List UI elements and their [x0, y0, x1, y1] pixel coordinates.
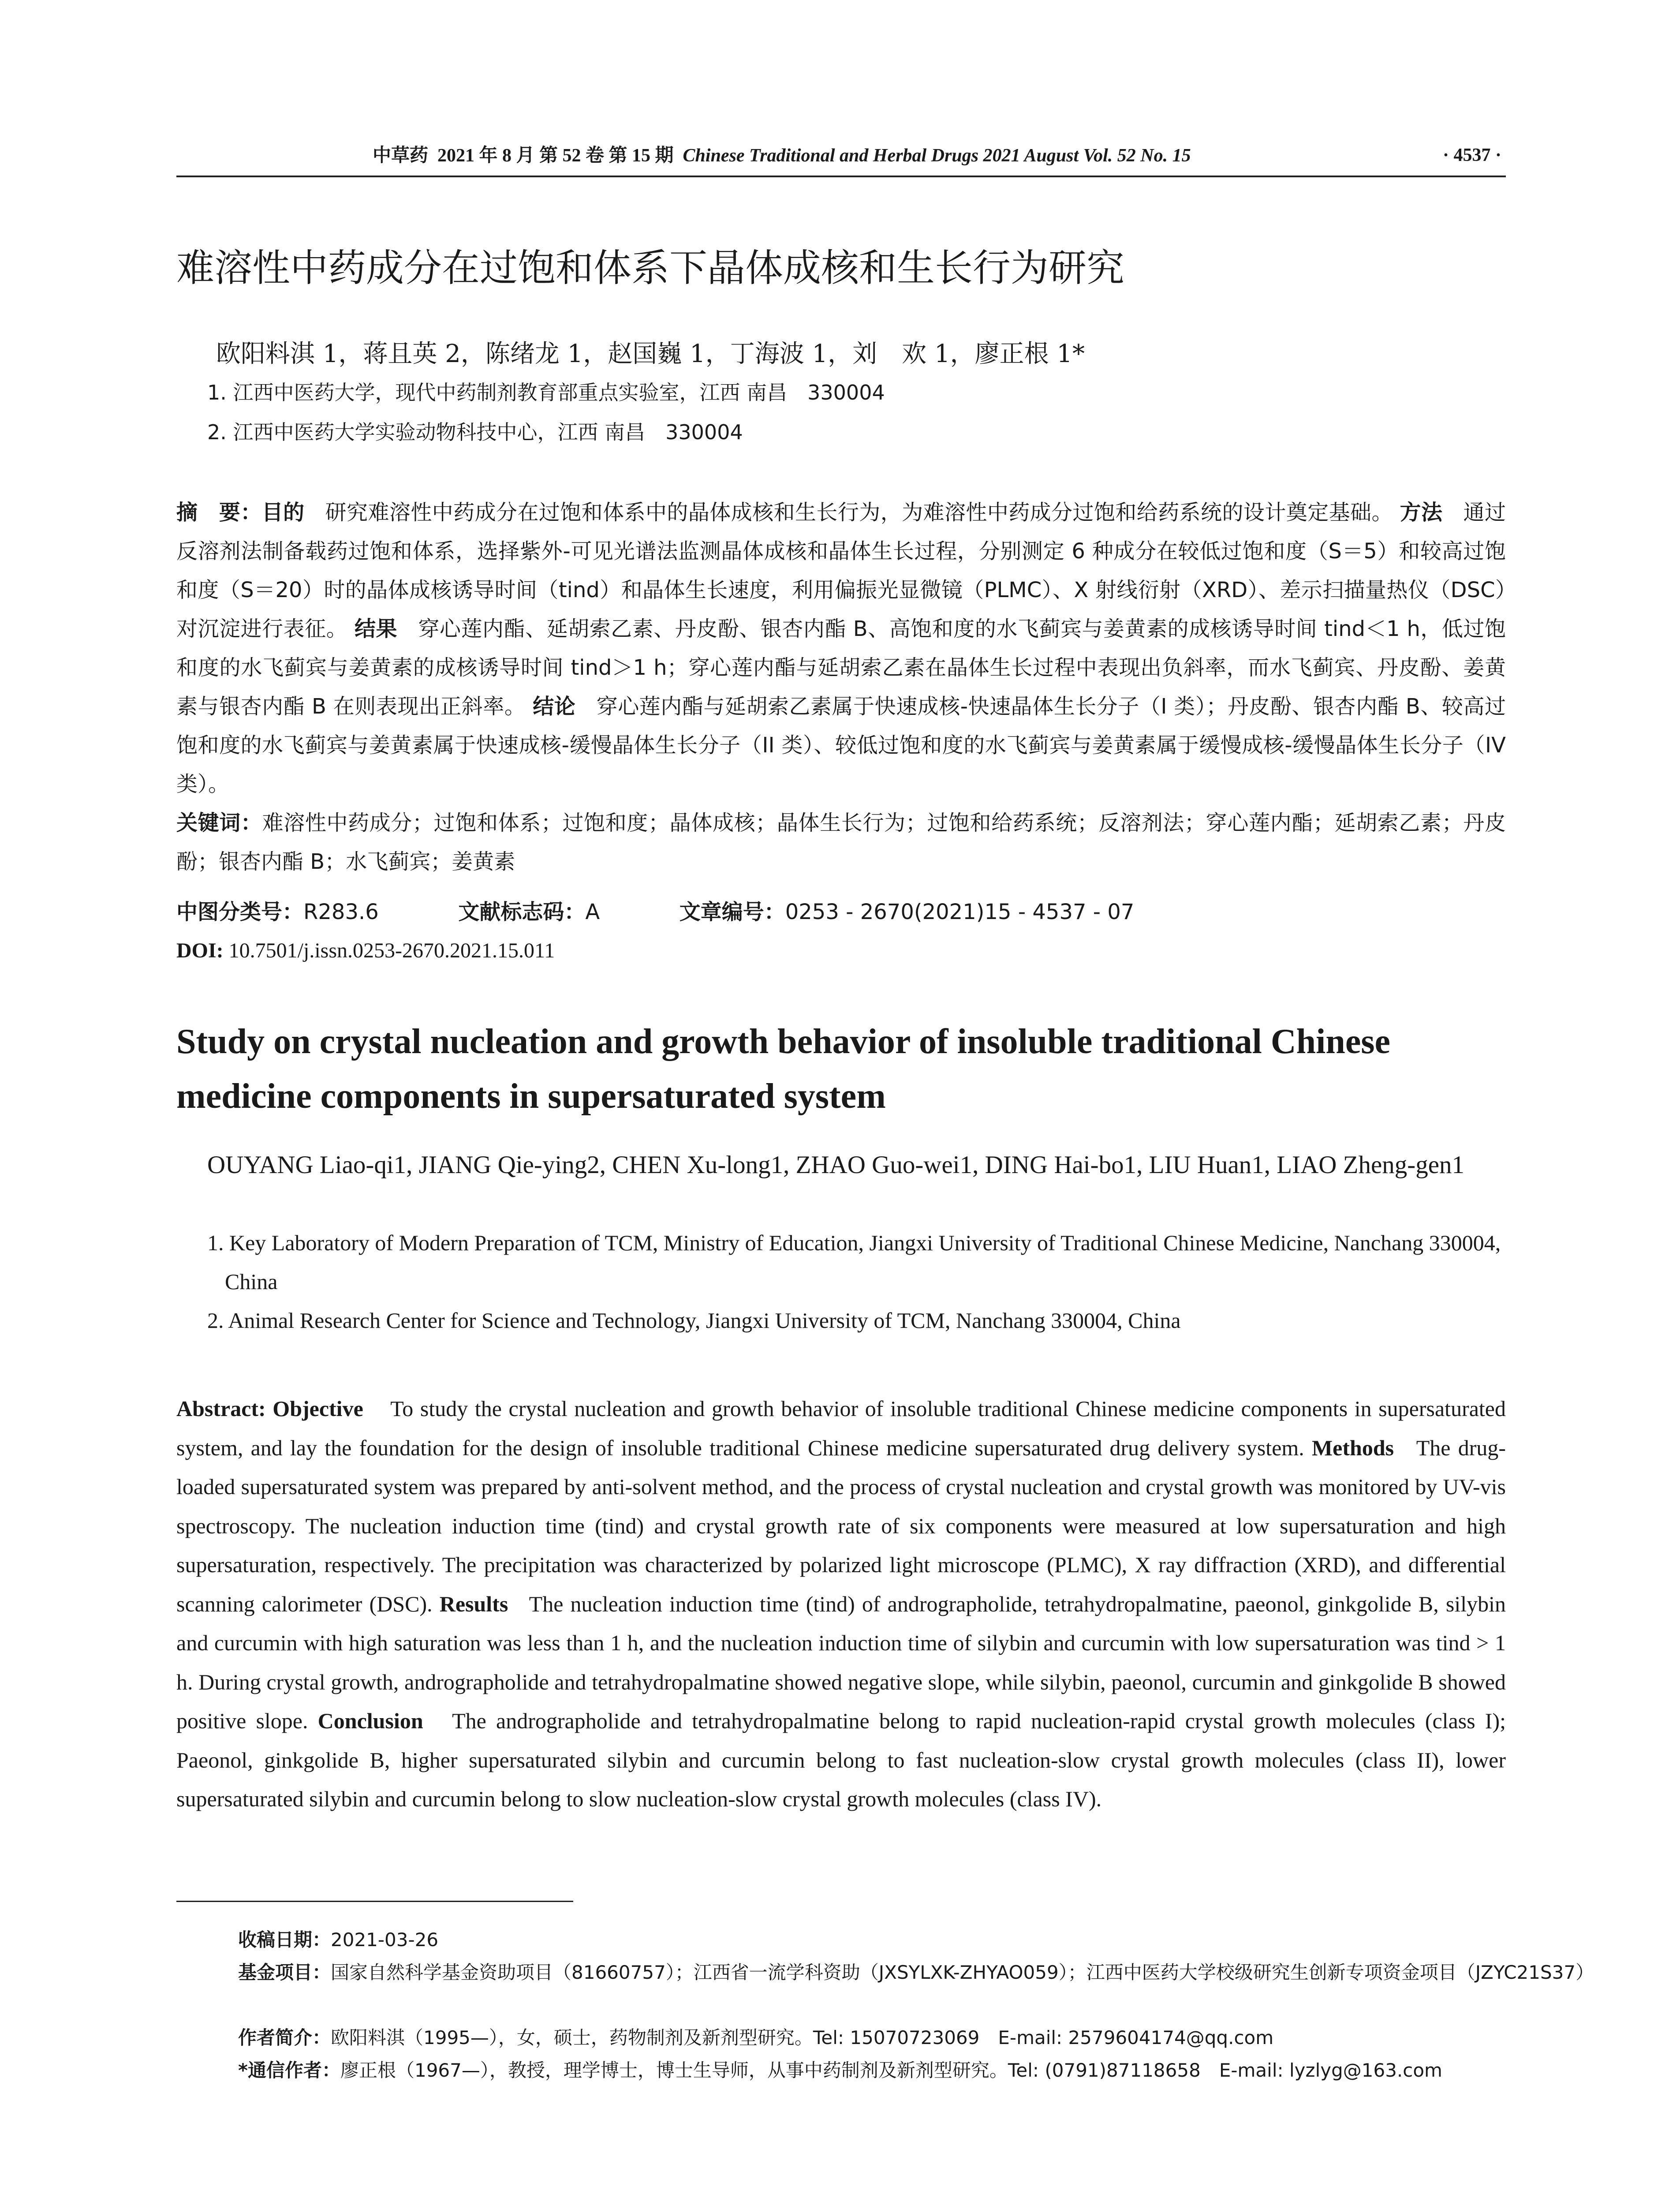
chinese-authors: 欧阳料淇 1，蒋且英 2，陈绪龙 1，赵国巍 1，丁海波 1，刘 欢 1，廖正根 1* — [216, 340, 1085, 368]
en-methods-label: Methods — [1311, 1435, 1394, 1460]
corr-text: 廖正根（1967—），教授，理学博士，博士生导师，从事中药制剂及新剂型研究。Tel: (0791)87118658 E-mail: lyzlyg@163.com — [340, 2059, 1442, 2081]
author-label: 作者简介： — [238, 2027, 331, 2048]
abstract-label: 摘 要： — [176, 500, 262, 525]
en-objective-text: To study the crystal nucleation and growth behavior of insoluble traditional Chinese medicine components in supersaturated system, and lay the foundation for the design of insoluble traditional Chinese medicine supersaturated drug delivery system. — [176, 1396, 1506, 1460]
results-label: 结果 — [355, 617, 398, 641]
received-date: 2021-03-26 — [331, 1929, 439, 1951]
english-title: Study on crystal nucleation and growth behavior of insoluble traditional Chinese medicine components in supersaturated system — [176, 1022, 1390, 1116]
conclusion-label: 结论 — [533, 694, 576, 719]
objective-label: 目的 — [261, 500, 305, 525]
methods-label: 方法 — [1400, 500, 1443, 525]
article-no-value: 0253 - 2670(2021)15 - 4537 - 07 — [785, 900, 1135, 924]
chinese-affiliation-1: 1. 江西中医药大学，现代中药制剂教育部重点实验室，江西 南昌 330004 — [207, 381, 885, 404]
doi-value: 10.7501/j.issn.0253-2670.2021.15.011 — [228, 939, 555, 962]
page-number: · 4537 · — [1442, 145, 1501, 165]
fund-label: 基金项目： — [238, 1962, 331, 1983]
issue-info-cn: 2021 年 8 月 第 52 卷 第 15 期 — [437, 146, 674, 166]
methods-text: 通过反溶剂法制备载药过饱和体系，选择紫外-可见光谱法监测晶体成核和晶体生长过程，分别测定 6 种成分在较低过饱和度（S＝5）和较高过饱和度（S＝20）时的晶体成核诱导时间（tind）和晶体生长速度，利用偏振光显微镜（PLMC）、X 射线衍射（XRD）、差示扫描量热仪（DSC）对沉淀进行表征。 — [176, 500, 1506, 641]
en-results-label: Results — [439, 1591, 508, 1616]
footnote-received — [238, 1924, 1506, 1956]
doc-code-value: A — [585, 900, 600, 924]
objective-text: 研究难溶性中药成分在过饱和体系中的晶体成核和生长行为，为难溶性中药成分过饱和给药系统的设计奠定基础。 — [325, 500, 1393, 525]
header-rule — [176, 176, 1506, 177]
chinese-title: 难溶性中药成分在过饱和体系下晶体成核和生长行为研究 — [176, 246, 1124, 290]
results-text: 穿心莲内酯、延胡索乙素、丹皮酚、银杏内酯 B、高饱和度的水飞蓟宾与姜黄素的成核诱导时间 tind＜1 h，低过饱和度的水飞蓟宾与姜黄素的成核诱导时间 tind＞1 h；穿心莲内酯与延胡索乙素在晶体生长过程中表现出负斜率，而水飞蓟宾、丹皮酚、姜黄素与银杏内酯 B 在则表现出正斜率。 — [176, 617, 1506, 719]
doc-code-label: 文献标志码： — [458, 900, 586, 924]
author-text: 欧阳料淇（1995—），女，硕士，药物制剂及新剂型研究。Tel: 15070723069 E-mail: 2579604174@qq.com — [331, 2027, 1274, 2048]
received-label: 收稿日期： — [238, 1929, 331, 1951]
footnote-rule — [176, 1901, 573, 1902]
en-conclusion-text: The andrographolide and tetrahydropalmatine belong to rapid nucleation-rapid crystal growth molecules (class I); Paeonol, ginkgolide B, higher supersaturated silybin and curcumin belong to fast nucleation-slow crystal growth molecules (class II), lower supersaturated silybin and curcumin belong to slow nucleation-slow crystal growth molecules (class IV). — [176, 1708, 1506, 1811]
issue-info-en: Chinese Traditional and Herbal Drugs 2021 August Vol. 52 No. 15 — [683, 146, 1191, 166]
en-conclusion-label: Conclusion — [317, 1708, 423, 1733]
conclusion-text: 穿心莲内酯与延胡索乙素属于快速成核-快速晶体生长分子（I 类）；丹皮酚、银杏内酯 B、较高过饱和度的水飞蓟宾与姜黄素属于快速成核-缓慢晶体生长分子（II 类）、较低过饱和度的水飞蓟宾与姜黄素属于缓慢成核-缓慢晶体生长分子（IV 类）。 — [176, 694, 1506, 796]
fund-text: 国家自然科学基金资助项目（81660757）；江西省一流学科资助（JXSYLXK-ZHYAO059）；江西中医药大学校级研究生创新专项资金项目（JZYC21S37） — [331, 1962, 1594, 1983]
doi-label: DOI: — [176, 939, 224, 962]
footnote-fund — [238, 1956, 1607, 1989]
en-results-text: The nucleation induction time (tind) of andrographolide, tetrahydropalmatine, paeonol, ginkgolide B, silybin and curcumin with high saturation was less than 1 h, and the nucleation induction time of silybin and curcumin with low supersaturation was tind > 1 h. During crystal growth, andrographolide and tetrahydropalmatine showed negative slope, while silybin, paeonol, curcumin and ginkgolide B showed positive slope. — [176, 1591, 1506, 1733]
english-authors: OUYANG Liao-qi1, JIANG Qie-ying2, CHEN Xu-long1, ZHAO Guo-wei1, DING Hai-bo1, LIU Huan1, LIAO Zheng-gen1 — [207, 1151, 1465, 1179]
english-affiliation-2: 2. Animal Research Center for Science and Technology, Jiangxi University of TCM, Nanchang 330004, China — [207, 1308, 1181, 1333]
en-abstract-label: Abstract: Objective — [176, 1396, 363, 1421]
journal-name-cn: 中草药 — [373, 144, 429, 166]
english-affiliation-1: 1. Key Laboratory of Modern Preparation of TCM, Ministry of Education, Jiangxi University of Traditional Chinese Medicine, Nanchang 330004, China — [207, 1230, 1501, 1294]
chinese-abstract — [176, 493, 1506, 881]
english-abstract — [176, 1389, 1506, 1819]
clc-value: R283.6 — [303, 900, 379, 924]
article-no-label: 文章编号： — [679, 900, 785, 924]
doi-line — [176, 931, 555, 970]
footnote-corresponding — [238, 2054, 1506, 2087]
running-header — [176, 142, 1506, 168]
clc-label: 中图分类号： — [176, 900, 304, 924]
keywords-text: 难溶性中药成分；过饱和体系；过饱和度；晶体成核；晶体生长行为；过饱和给药系统；反溶剂法；穿心莲内酯；延胡索乙素；丹皮酚；银杏内酯 B；水飞蓟宾；姜黄素 — [176, 811, 1506, 874]
keywords-label: 关键词： — [176, 811, 262, 835]
classification-line — [176, 893, 1134, 931]
journal-info — [373, 142, 1191, 169]
chinese-affiliation-2: 2. 江西中医药大学实验动物科技中心，江西 南昌 330004 — [207, 420, 743, 444]
corr-label: *通信作者： — [238, 2059, 340, 2081]
en-methods-text: The drug-loaded supersaturated system was prepared by anti-solvent method, and the process of crystal nucleation and crystal growth was monitored by UV-vis spectroscopy. The nucleation induction time (tind) and crystal growth rate of six components were measured at low supersaturation and high supersaturation, respectively. The precipitation was characterized by polarized light microscope (PLMC), X ray diffraction (XRD), and differential scanning calorimeter (DSC). — [176, 1435, 1506, 1616]
footnote-author — [238, 2022, 1506, 2054]
